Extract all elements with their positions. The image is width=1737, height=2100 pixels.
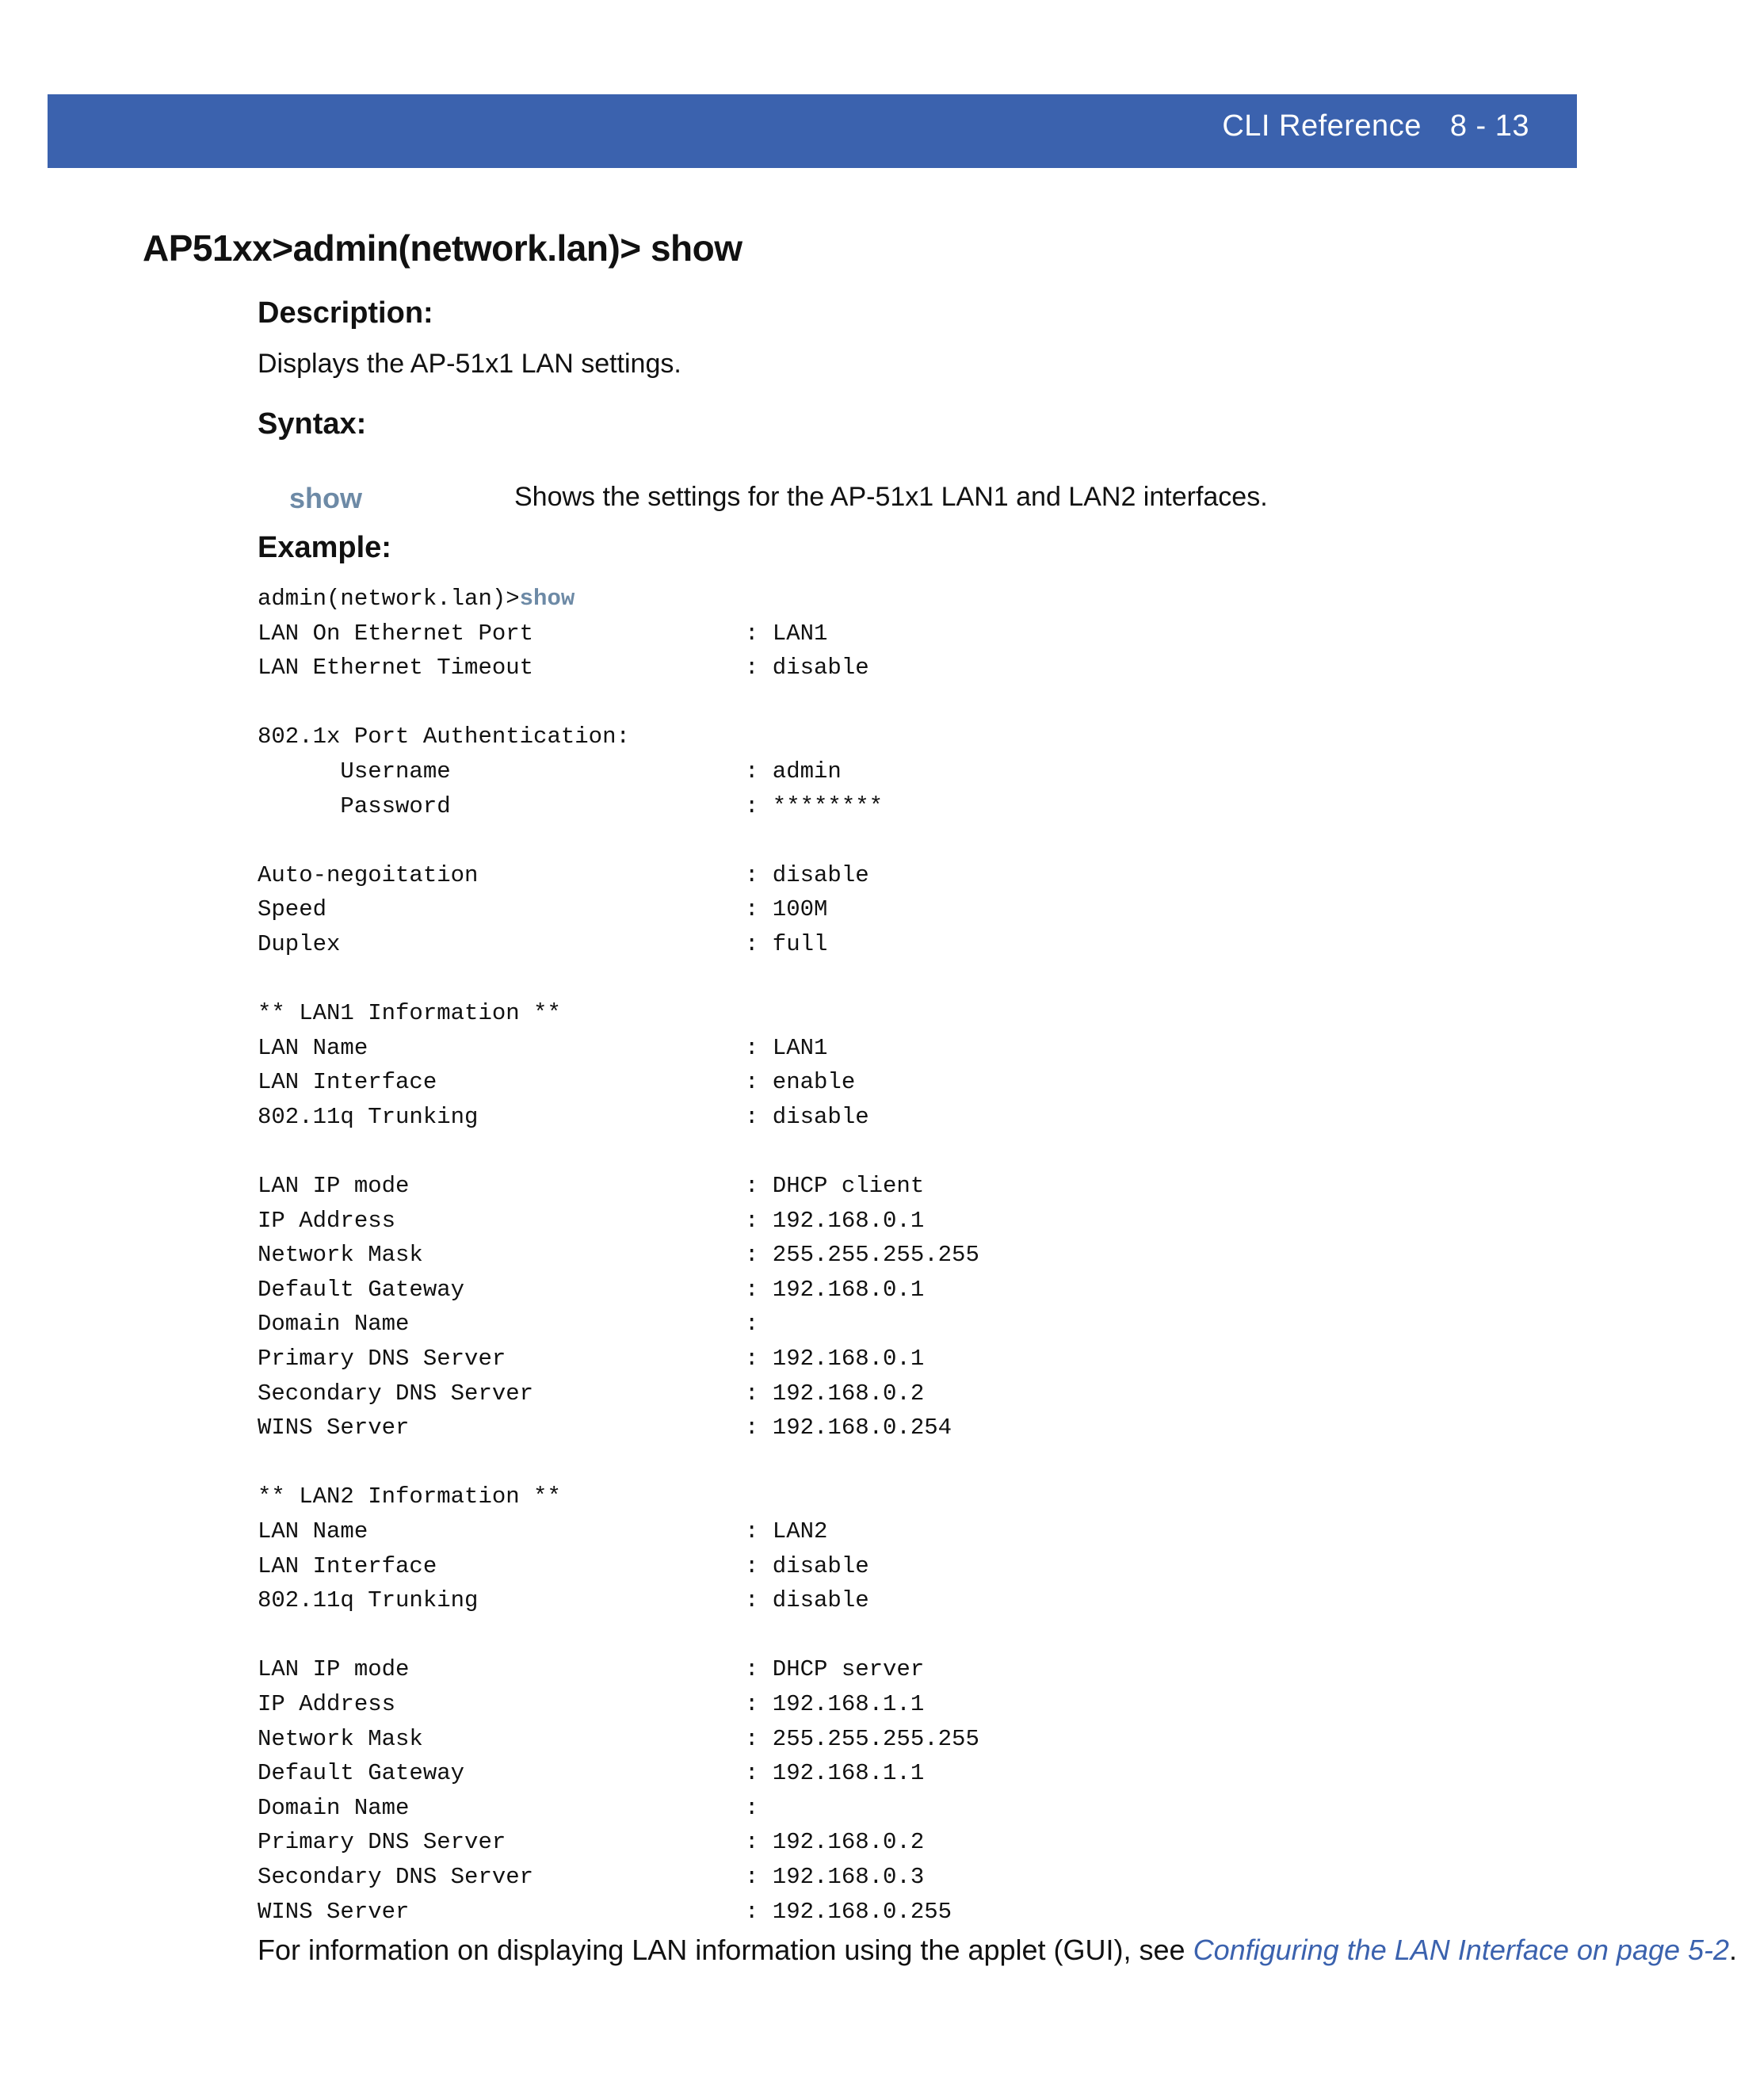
output-key: LAN Interface [258,1552,437,1579]
output-value: : 192.168.0.1 [745,1346,925,1373]
output-key: Primary DNS Server [258,1829,506,1856]
output-value: : 255.255.255.255 [745,1725,979,1752]
footer-note-text: For information on displaying LAN information using the applet (GUI), see [258,1934,1193,1966]
example-output-line [258,685,575,720]
example-code-block [258,582,979,1929]
example-output-line [258,1307,759,1342]
output-key: Network Mask [258,1725,423,1752]
output-value: : ******** [745,792,884,819]
command-title: AP51xx>admin(network.lan)> show [143,227,743,269]
output-value: : 192.168.0.2 [745,1380,925,1407]
output-value: : 192.168.0.1 [745,1207,925,1234]
example-output-line [258,892,828,927]
example-output-line [258,1411,952,1445]
example-prompt: admin(network.lan)> [258,586,520,612]
output-value: : 192.168.0.255 [745,1898,952,1925]
example-output-line [258,996,575,1031]
output-key: ** LAN1 Information ** [258,1000,561,1027]
output-value: : 100M [745,896,828,923]
output-key: Default Gateway [258,1276,465,1303]
example-command: show [519,586,575,612]
output-value: : disable [745,1103,869,1130]
output-value: : disable [745,655,869,682]
output-value: : full [745,930,828,957]
output-key: 802.1x Port Authentication: [258,724,630,750]
example-output-line [258,1480,575,1514]
footer-note [258,1934,1737,1967]
example-prompt-line [258,582,575,617]
example-output-line [258,1238,979,1273]
syntax-heading: Syntax: [258,407,367,441]
output-key: Secondary DNS Server [258,1380,534,1407]
example-output-line [258,1791,759,1826]
example-output-line [258,1100,869,1135]
output-value: : LAN2 [745,1518,828,1545]
example-output-line [258,1445,575,1480]
output-key: Speed [258,896,327,923]
example-output-line [258,1687,925,1722]
example-output-line [258,823,575,858]
output-value: : 192.168.0.254 [745,1415,952,1441]
example-output-line [258,1618,575,1653]
example-output-line [258,1549,869,1584]
example-output-line [258,617,828,651]
output-key: IP Address [258,1207,396,1234]
header-page-number: 8 - 13 [1449,109,1529,143]
running-header [1222,109,1529,143]
output-key: Domain Name [258,1794,410,1821]
output-key: 802.11q Trunking [258,1103,479,1130]
output-key: WINS Server [258,1415,410,1441]
syntax-description: Shows the settings for the AP-51x1 LAN1 and LAN2 interfaces. [514,482,1268,512]
example-output-line [258,1169,925,1204]
output-key: LAN On Ethernet Port [258,620,534,647]
output-key: Password [258,792,451,819]
output-key: Network Mask [258,1242,423,1269]
example-output-line [258,1722,979,1757]
example-output-line [258,1065,856,1100]
example-output-line [258,962,575,997]
example-output-line [258,1135,575,1170]
output-key: LAN IP mode [258,1173,410,1200]
example-output-line [258,1756,925,1791]
output-key: LAN Ethernet Timeout [258,655,534,682]
example-output-line [258,1895,952,1930]
output-key: Username [258,758,451,785]
output-value: : 192.168.1.1 [745,1760,925,1787]
output-value: : 255.255.255.255 [745,1242,979,1269]
example-output-line [258,1031,828,1066]
header-section: CLI Reference [1222,109,1422,143]
example-output-line [258,927,828,962]
example-heading: Example: [258,531,391,564]
output-key: LAN Interface [258,1069,437,1096]
output-value: : admin [745,758,842,785]
example-output-line [258,720,630,754]
output-value: : disable [745,1552,869,1579]
output-key: IP Address [258,1691,396,1717]
output-value: : 192.168.0.1 [745,1276,925,1303]
output-key: Primary DNS Server [258,1346,506,1373]
output-key: LAN IP mode [258,1656,410,1683]
output-key: LAN Name [258,1034,368,1061]
output-key: 802.11q Trunking [258,1587,479,1614]
output-key: Duplex [258,930,341,957]
example-output [258,617,979,1930]
output-value: : 192.168.0.2 [745,1829,925,1856]
output-value: : disable [745,861,869,888]
output-value: : [745,1794,759,1821]
example-output-line [258,1825,925,1860]
output-key: Auto-negoitation [258,861,479,888]
example-output-line [258,651,869,685]
example-output-line [258,1342,925,1376]
example-output-line [258,1273,925,1308]
example-output-line [258,754,842,789]
description-heading: Description: [258,296,433,330]
output-value: : LAN1 [745,1034,828,1061]
cross-reference-link[interactable]: Configuring the LAN Interface on page 5-2 [1193,1934,1730,1966]
example-output-line [258,1514,828,1549]
example-output-line [258,1376,925,1411]
syntax-keyword: show [289,482,363,514]
output-key: LAN Name [258,1518,368,1545]
output-value: : LAN1 [745,620,828,647]
example-output-line [258,1652,925,1687]
output-value: : DHCP client [745,1173,925,1200]
example-output-line [258,789,884,824]
output-value: : disable [745,1587,869,1614]
output-value: : 192.168.1.1 [745,1691,925,1717]
output-value: : [745,1311,759,1338]
example-output-line [258,858,869,893]
output-key: Secondary DNS Server [258,1863,534,1890]
example-output-line [258,1583,869,1618]
output-key: WINS Server [258,1898,410,1925]
output-key: Domain Name [258,1311,410,1338]
output-value: : DHCP server [745,1656,925,1683]
example-output-line [258,1860,925,1895]
page-header [48,94,1577,168]
example-output-line [258,1204,925,1239]
output-value: : 192.168.0.3 [745,1863,925,1890]
output-key: Default Gateway [258,1760,465,1787]
footer-note-end: . [1729,1934,1737,1966]
output-key: ** LAN2 Information ** [258,1483,561,1510]
output-value: : enable [745,1069,856,1096]
description-text: Displays the AP-51x1 LAN settings. [258,349,681,379]
